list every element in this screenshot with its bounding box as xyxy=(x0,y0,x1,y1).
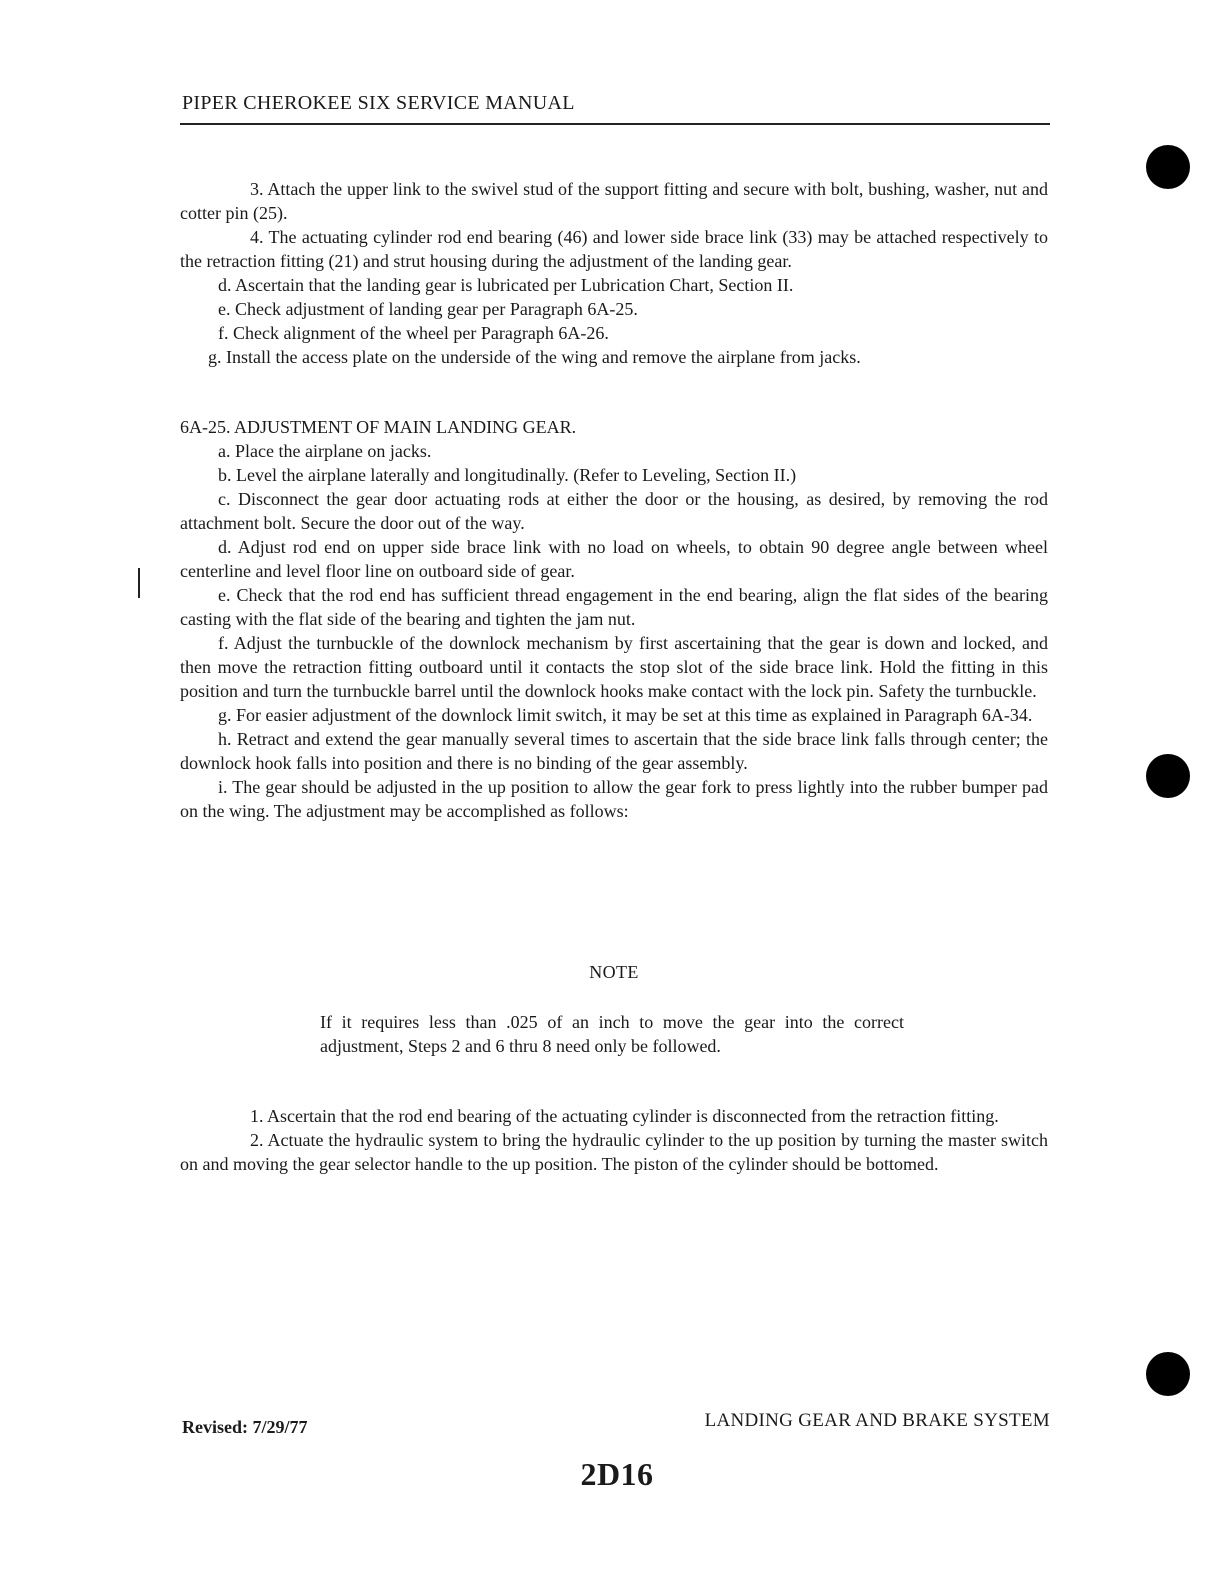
section-step-f: f. Adjust the turnbuckle of the downlock mechanism by first ascertaining that the gear is down and locked, and then move the retraction fitting outboard until it contacts the stop slot of the side brace link. Hold the fitting in this position and turn the turnbuckle barrel until the downlock hooks make contact with the lock pin. Safety the turnbuckle. xyxy=(180,633,1048,701)
note-text: If it requires less than .025 of an inch to move the gear into the correct adjustment, Steps 2 and 6 thru 8 need only be followed. xyxy=(320,1012,904,1056)
section-step-g: g. For easier adjustment of the downlock limit switch, it may be set at this time as explained in Paragraph 6A-34. xyxy=(218,705,1033,725)
step-4: 4. The actuating cylinder rod end bearing (46) and lower side brace link (33) may be attached respectively to the retraction fitting (21) and strut housing during the adjustment of the landing gear. xyxy=(180,227,1048,271)
note-title: NOTE xyxy=(589,962,639,982)
binder-hole-top xyxy=(1146,145,1190,189)
revision-date: Revised: 7/29/77 xyxy=(182,1417,308,1437)
section-step-i: i. The gear should be adjusted in the up position to allow the gear fork to press lightly into the rubber bumper pad on the wing. The adjustment may be accomplished as follows: xyxy=(180,777,1048,821)
page-code: 2D16 xyxy=(580,1456,654,1492)
section-step-d: d. Adjust rod end on upper side brace link with no load on wheels, to obtain 90 degree angle between wheel centerline and level floor line on outboard side of gear. xyxy=(180,537,1048,581)
step-f: f. Check alignment of the wheel per Paragraph 6A-26. xyxy=(218,323,609,343)
section-step-e: e. Check that the rod end has sufficient thread engagement in the end bearing, align the flat sides of the bearing casting with the flat side of the bearing and tighten the jam nut. xyxy=(180,585,1048,629)
section-step-a: a. Place the airplane on jacks. xyxy=(218,441,432,461)
section-step-b: b. Level the airplane laterally and longitudinally. (Refer to Leveling, Section II.) xyxy=(218,465,797,485)
section-step-h: h. Retract and extend the gear manually several times to ascertain that the side brace link falls through center; the downlock hook falls into position and there is no binding of the gear assembly. xyxy=(180,729,1048,773)
change-bar xyxy=(138,568,140,598)
section-step-c: c. Disconnect the gear door actuating rods at either the door or the housing, as desired, by removing the rod attachment bolt. Secure the door out of the way. xyxy=(180,489,1048,533)
step-e: e. Check adjustment of landing gear per Paragraph 6A-25. xyxy=(218,299,638,319)
step-3: 3. Attach the upper link to the swivel stud of the support fitting and secure with bolt, bushing, washer, nut and cotter pin (25). xyxy=(180,179,1048,223)
step-g: g. Install the access plate on the underside of the wing and remove the airplane from jacks. xyxy=(208,347,861,367)
adjust-step-2: 2. Actuate the hydraulic system to bring the hydraulic cylinder to the up position by turning the master switch on and moving the gear selector handle to the up position. The piston of the cylinder should be bottomed. xyxy=(180,1130,1048,1174)
procedure-text xyxy=(180,177,1048,823)
step-d: d. Ascertain that the landing gear is lubricated per Lubrication Chart, Section II. xyxy=(218,275,794,295)
page-header: PIPER CHEROKEE SIX SERVICE MANUAL xyxy=(182,92,575,114)
adjustment-steps xyxy=(180,1104,1048,1176)
header-rule xyxy=(180,123,1050,125)
section-title: 6A-25. ADJUSTMENT OF MAIN LANDING GEAR. xyxy=(180,417,577,437)
section-name: LANDING GEAR AND BRAKE SYSTEM xyxy=(704,1410,1050,1431)
adjust-step-1: 1. Ascertain that the rod end bearing of the actuating cylinder is disconnected from the retraction fitting. xyxy=(250,1106,999,1126)
binder-hole-middle xyxy=(1146,754,1190,798)
binder-hole-bottom xyxy=(1146,1352,1190,1396)
